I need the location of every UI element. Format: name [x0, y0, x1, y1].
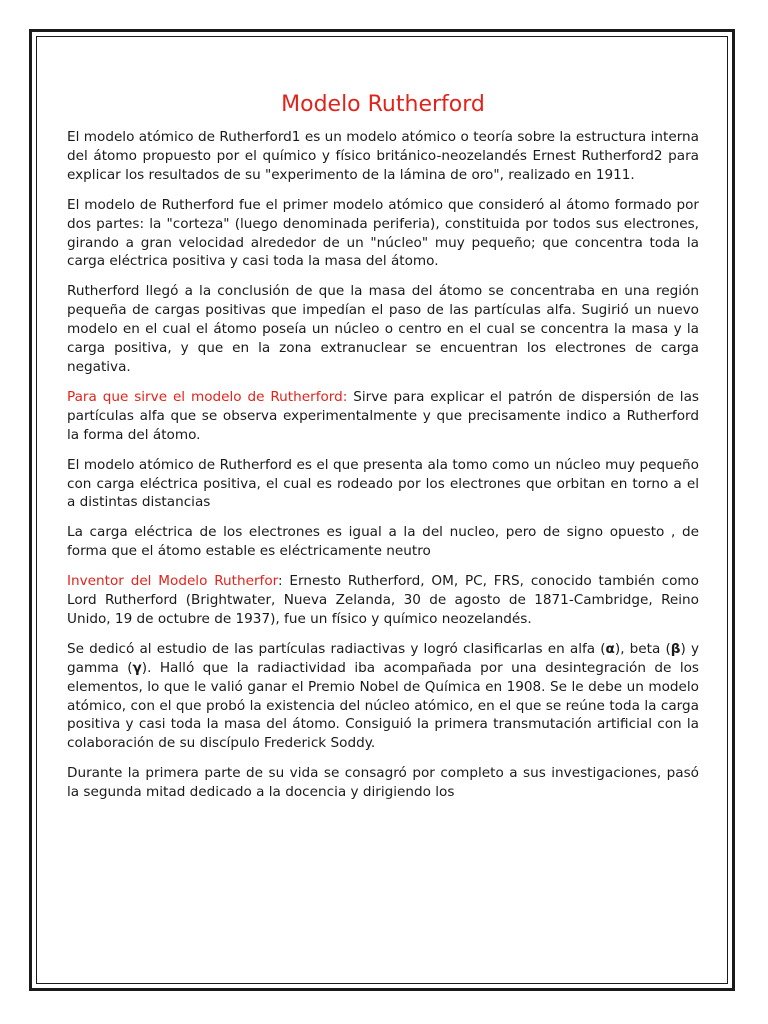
- paragraph-purpose: [67, 388, 699, 445]
- gamma-symbol: γ: [132, 659, 142, 676]
- paragraph-inventor: [67, 572, 699, 629]
- purpose-text: Sirve para explicar el patrón de dispersión de las partículas alfa que se observa experimentalmente y que precisamente indico a Rutherford la forma del átomo.: [67, 388, 700, 443]
- paragraph-description: El modelo atómico de Rutherford es el que presenta ala tomo como un núcleo muy pequeño con carga eléctrica positiva, el cual es rodeado por los electrones que orbitan en torno a el a distintas distancias: [67, 456, 699, 511]
- purpose-label: Para que sirve el modelo de Rutherford:: [67, 388, 348, 405]
- alpha-symbol: α: [605, 640, 615, 657]
- paragraph-charge: La carga eléctrica de los electrones es igual a la del nucleo, pero de signo opuesto , de forma que el átomo estable es eléctricamente neutro: [67, 524, 699, 560]
- document-body: [67, 90, 699, 813]
- paragraph-first-model: El modelo de Rutherford fue el primer modelo atómico que consideró al átomo formado por dos partes: la "corteza" (luego denominada periferia), constituida por todos sus electrones, girando a gran velocidad alrededor de un "núcleo" muy pequeño; que concentra toda la carga eléctrica positiva y casi toda la masa del átomo.: [67, 196, 699, 270]
- paragraph-intro: El modelo atómico de Rutherford1 es un modelo atómico o teoría sobre la estructura interna del átomo propuesto por el químico y físico británico-neozelandés Ernest Rutherford2 para explicar los resultados de su "experimento de la lámina de oro", realizado en 1911.: [67, 129, 699, 183]
- inventor-text: : Ernesto Rutherford, OM, PC, FRS, conocido también como Lord Rutherford (Brightwater, Nueva Zelanda, 30 de agosto de 1871-Cambridge, Reino Unido, 19 de octubre de 1937), fue un físico y químico neozelandés.: [67, 573, 699, 627]
- page-title: Modelo Rutherford: [281, 92, 485, 117]
- research-text-d: ). Halló que la radiactividad iba acompañada por una desintegración de los elementos, lo que le valió ganar el Premio Nobel de Química en 1908. Se le debe un modelo atómico, con el que probó la existencia del núcleo atómico, en el que se reúne toda la carga positiva y casi toda la masa del átomo. Consiguió la primera transmutación artificial con la colaboración de su discípulo Frederick Soddy.: [67, 659, 699, 752]
- paragraph-career: Durante la primera parte de su vida se consagró por completo a sus investigaciones, pasó la segunda mitad dedicado a la docencia y dirigiendo los: [67, 765, 699, 801]
- paragraph-conclusion: Rutherford llegó a la conclusión de que la masa del átomo se concentraba en una región pequeña de cargas positivas que impedían el paso de las partículas alfa. Sugirió un nuevo modelo en el cual el átomo poseía un núcleo o centro en el cual se concentra la masa y la carga positiva, y que en la zona extranuclear se encuentran los electrones de carga negativa.: [67, 283, 699, 375]
- research-text-c: ) y gamma (: [67, 640, 699, 676]
- paragraph-research: [67, 640, 699, 753]
- research-text-a: Se dedicó al estudio de las partículas radiactivas y logró clasificarlas en alfa (: [67, 640, 606, 657]
- inventor-label: Inventor del Modelo Rutherfor: [67, 573, 279, 590]
- research-text-b: ), beta (: [614, 640, 671, 657]
- beta-symbol: β: [670, 640, 681, 657]
